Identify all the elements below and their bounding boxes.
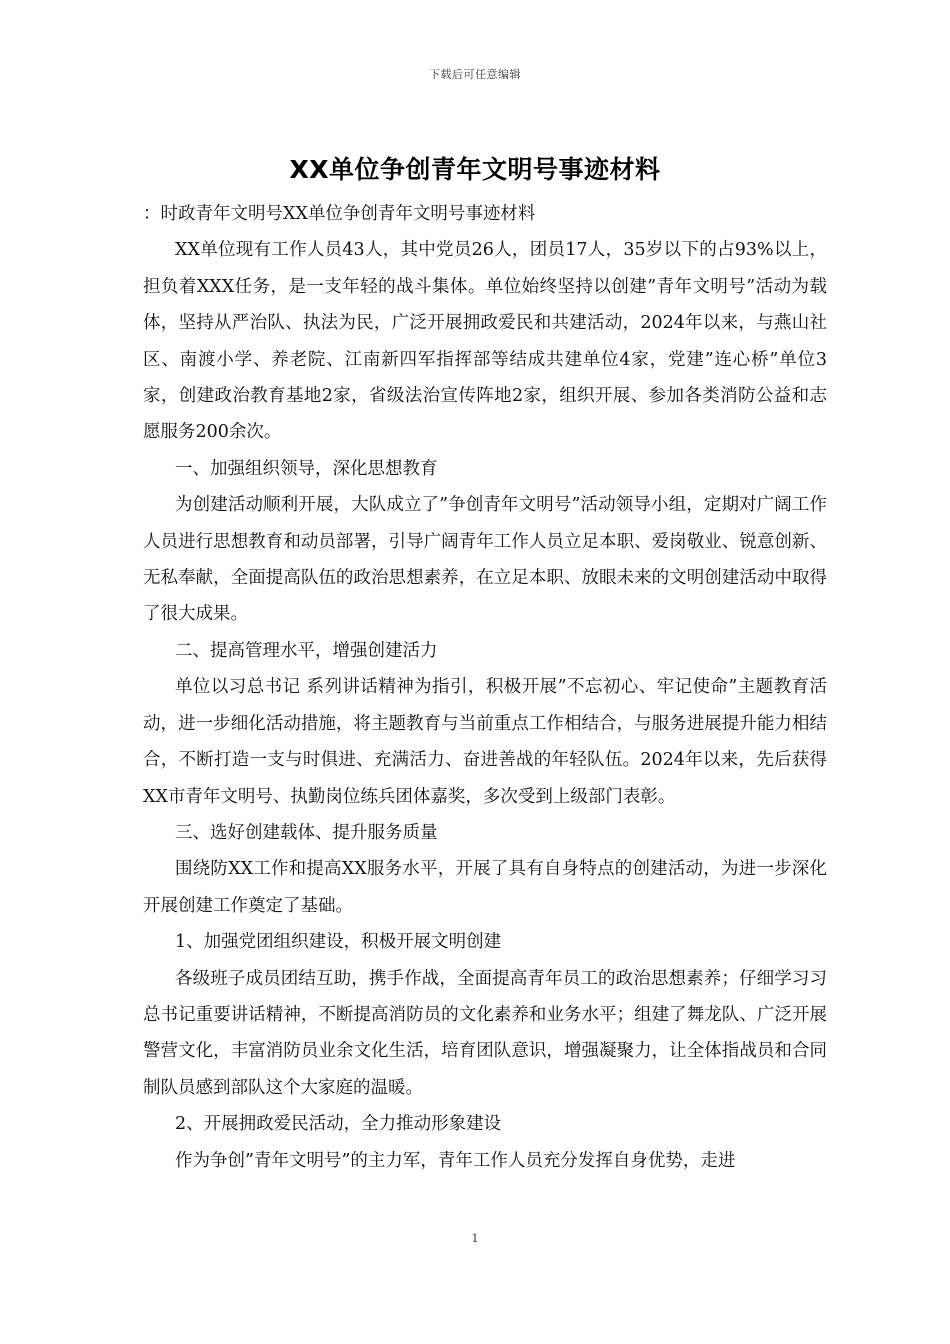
paragraph-intro: XX单位现有工作人员43人，其中党员26人，团员17人，35岁以下的占93%以上，担负着XXX任务，是一支年轻的战斗集体。单位始终坚持以创建”青年文明号”活动为载体，坚持从严治队、执法为民，广泛开展拥政爱民和共建活动，2024年以来，与燕山社区、南渡小学、养老院、江南新四军指挥部等结成共建单位4家，党建”连心桥”单位3家，创建政治教育基地2家，省级法治宣传阵地2家，组织开展、参加各类消防公益和志愿服务200余次。 [143,240,827,443]
page-number: 1 [471,1232,479,1245]
document-body [143,196,827,1179]
section-heading-1: 一、加强组织领导，深化思想教育 [175,458,438,479]
paragraph-subsection-2: 作为争创”青年文明号”的主力军，青年工作人员充分发挥自身优势，走进 [175,1150,736,1171]
paragraph-section-3: 围绕防XX工作和提高XX服务水平，开展了具有自身特点的创建活动，为进一步深化开展创建工作奠定了基础。 [143,859,827,916]
paragraph-section-2: 单位以习总书记 系列讲话精神为指引，积极开展”不忘初心、牢记使命”主题教育活动，进一步细化活动措施，将主题教育与当前重点工作相结合，与服务进展提升能力相结合，不断打造一支与时俱进、充满活力、奋进善战的年轻队伍。2024年以来，先后获得XX市青年文明号、执勤岗位练兵团体嘉奖，多次受到上级部门表彰。 [143,677,827,807]
page-header-note: 下载后可任意编辑 [429,68,521,81]
section-heading-3: 三、选好创建载体、提升服务质量 [175,822,438,843]
document-title: XX单位争创青年文明号事迹材料 [289,155,661,184]
subsection-heading-2: 2、开展拥政爱民活动，全力推动形象建设 [175,1114,502,1135]
paragraph-subtitle: ：时政青年文明号XX单位争创青年文明号事迹材料 [143,204,536,224]
section-heading-2: 二、提高管理水平，增强创建活力 [175,640,438,661]
paragraph-section-1: 为创建活动顺利开展，大队成立了”争创青年文明号”活动领导小组，定期对广阔工作人员进行思想教育和动员部署，引导广阔青年工作人员立足本职、爱岗敬业、锐意创新、无私奉献，全面提高队伍的政治思想素养，在立足本职、放眼未来的文明创建活动中取得了很大成果。 [143,495,827,625]
paragraph-subsection-1: 各级班子成员团结互助，携手作战，全面提高青年员工的政治思想素养；仔细学习习总书记重要讲话精神，不断提高消防员的文化素养和业务水平；组建了舞龙队、广泛开展警营文化，丰富消防员业余文化生活，培育团队意识，增强凝聚力，让全体指战员和合同制队员感到部队这个大家庭的温暖。 [143,968,827,1098]
subsection-heading-1: 1、加强党团组织建设，积极开展文明创建 [175,932,502,953]
